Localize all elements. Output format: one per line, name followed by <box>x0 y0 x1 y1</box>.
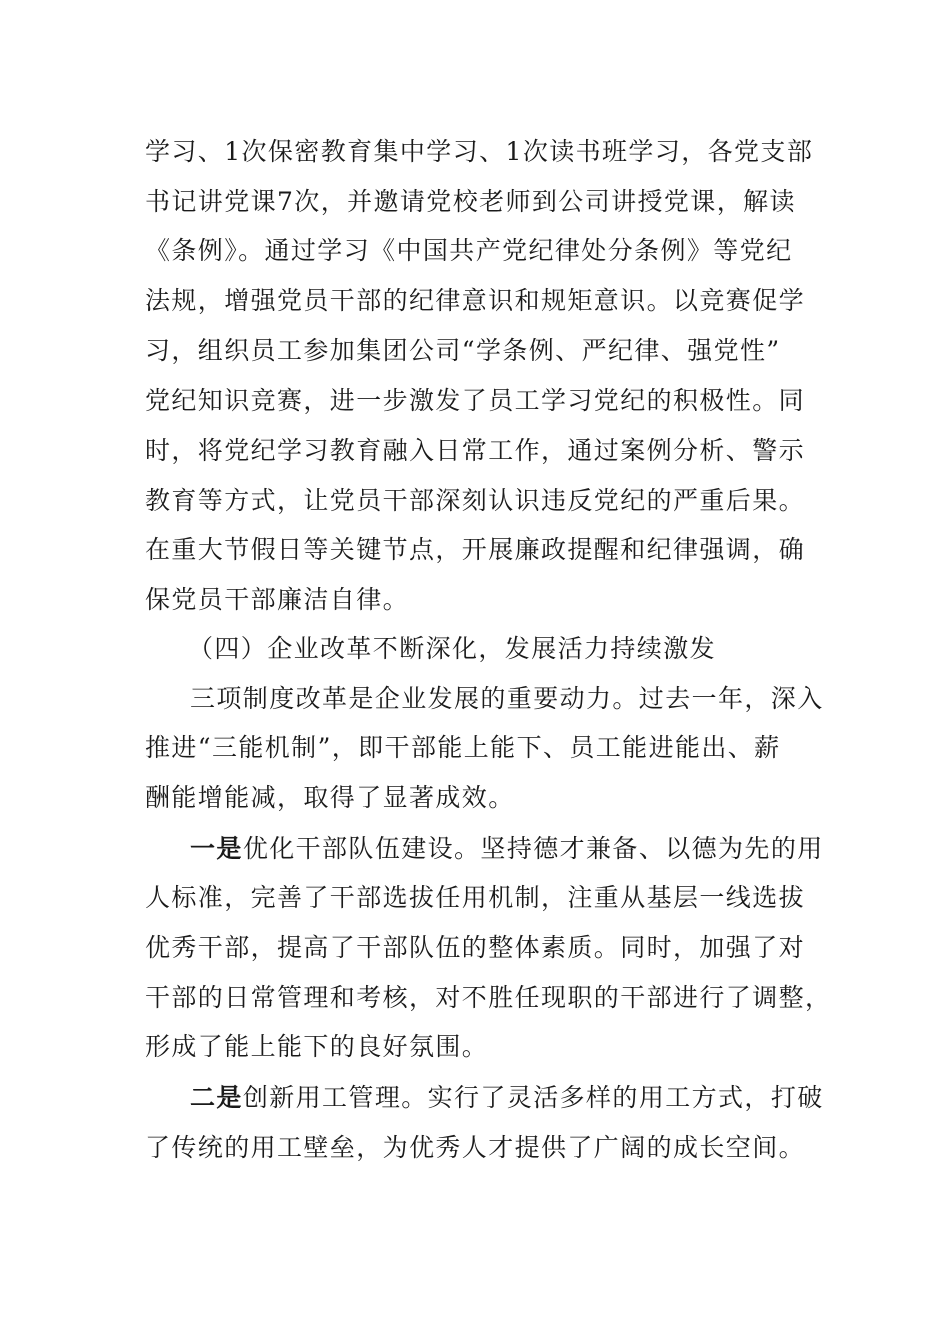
paragraph-line: 人标准，完善了干部选拔任用机制，注重从基层一线选拔 <box>145 883 806 912</box>
point-one-lead: 一是 <box>190 834 243 863</box>
point-two-first-line <box>190 1078 824 1118</box>
point-two-text: 创新用工管理。实行了灵活多样的用工方式，打破 <box>242 1083 824 1112</box>
paragraph-line: 了传统的用工壁垒，为优秀人才提供了广阔的成长空间。 <box>145 1133 806 1162</box>
paragraph-line: 学习、1次保密教育集中学习、1次读书班学习，各党支部 <box>145 137 814 166</box>
paragraph-line: 党纪知识竞赛，进一步激发了员工学习党纪的积极性。同 <box>145 386 806 415</box>
paragraph-line: 习，组织员工参加集团公司“学条例、严纪律、强党性” <box>145 336 781 365</box>
paragraph-line: 书记讲党课7次，并邀请党校老师到公司讲授党课，解读 <box>145 187 796 216</box>
intro-line: 推进“三能机制”，即干部能上能下、员工能进能出、薪 <box>145 733 781 762</box>
section-heading: （四）企业改革不断深化，发展活力持续激发 <box>188 634 717 663</box>
point-one-first-line <box>190 829 824 869</box>
paragraph-line: 干部的日常管理和考核，对不胜任现职的干部进行了调整， <box>145 983 832 1012</box>
paragraph-line: 《条例》。通过学习《中国共产党纪律处分条例》等党纪 <box>145 236 793 265</box>
intro-line: 三项制度改革是企业发展的重要动力。过去一年，深入 <box>190 684 824 713</box>
point-one-text: 优化干部队伍建设。坚持德才兼备、以德为先的用 <box>242 834 824 863</box>
paragraph-line: 保党员干部廉洁自律。 <box>145 585 410 614</box>
intro-line: 酬能增能减，取得了显著成效。 <box>145 783 515 812</box>
point-two-lead: 二是 <box>190 1083 243 1112</box>
paragraph-line: 在重大节假日等关键节点，开展廉政提醒和纪律强调，确 <box>145 535 806 564</box>
paragraph-line: 时，将党纪学习教育融入日常工作，通过案例分析、警示 <box>145 436 806 465</box>
paragraph-line: 优秀干部，提高了干部队伍的整体素质。同时，加强了对 <box>145 933 806 962</box>
paragraph-line: 形成了能上能下的良好氛围。 <box>145 1032 489 1061</box>
paragraph-line: 法规，增强党员干部的纪律意识和规矩意识。以竞赛促学 <box>145 286 806 315</box>
paragraph-line: 教育等方式，让党员干部深刻认识违反党纪的严重后果。 <box>145 486 806 515</box>
